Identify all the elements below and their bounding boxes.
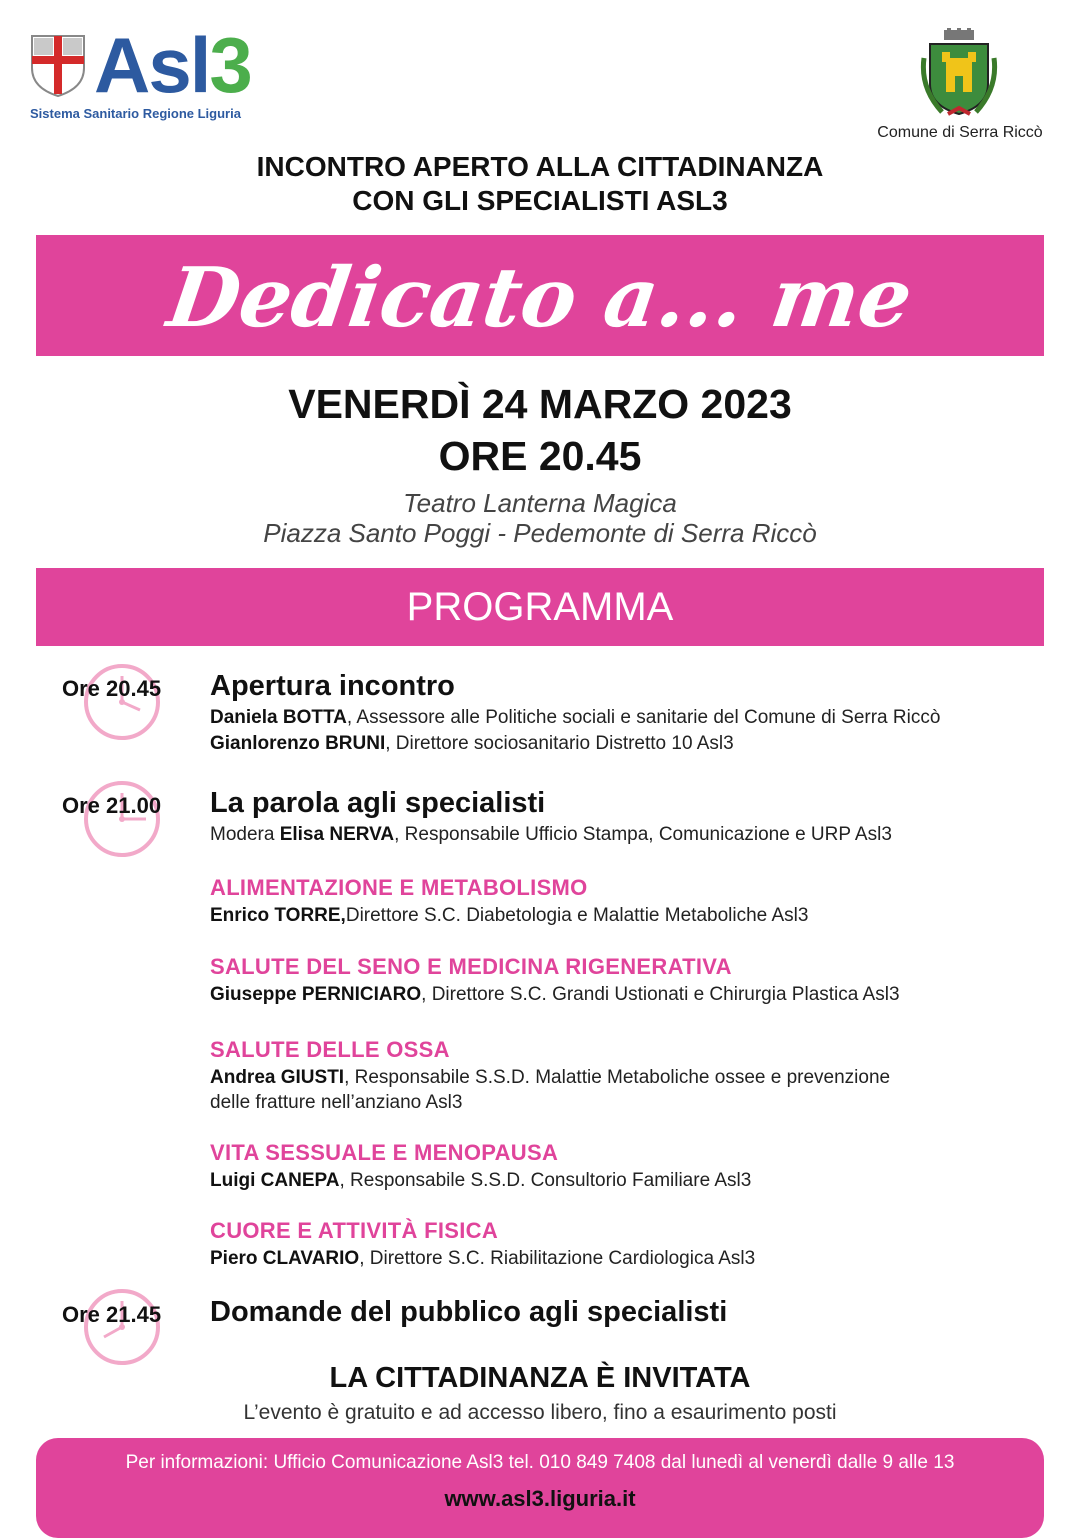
venue-address: Piazza Santo Poggi - Pedemonte di Serra Riccò: [263, 518, 817, 548]
footer-website-link[interactable]: www.asl3.liguria.it: [444, 1486, 636, 1511]
speaker-role: , Responsabile S.S.D. Malattie Metaboliche ossee e prevenzione: [344, 1067, 891, 1088]
speaker-role: , Direttore S.C. Riabilitazione Cardiologica Asl3: [359, 1248, 756, 1269]
moderator-name: Elisa NERVA: [279, 824, 395, 845]
speaker-line: [210, 705, 940, 730]
speaker-name: Piero CLAVARIO: [210, 1248, 360, 1269]
speaker-line: [210, 982, 900, 1007]
moderator-prefix: Modera: [210, 824, 280, 845]
slot-title: La parola agli specialisti: [210, 787, 546, 819]
clock-icon: [82, 779, 162, 859]
headline-line-1: INCONTRO APERTO ALLA CITTADINANZA: [256, 151, 824, 182]
moderator-line: [210, 822, 892, 847]
invite-subtext: L’evento è gratuito e ad accesso libero, fino a esaurimento posti: [243, 1401, 837, 1424]
speaker-role: Direttore S.C. Diabetologia e Malattie Metaboliche Asl3: [345, 905, 809, 926]
speaker-name: Gianlorenzo BRUNI: [210, 733, 386, 754]
program-label: PROGRAMMA: [406, 585, 674, 629]
topic-title: ALIMENTAZIONE E METABOLISMO: [210, 875, 588, 900]
headline: [0, 150, 1080, 218]
topic-title: SALUTE DELLE OSSA: [210, 1037, 450, 1062]
headline-line-2: CON GLI SPECIALISTI ASL3: [352, 185, 728, 216]
speaker-line: [210, 1246, 755, 1271]
event-datetime: [0, 378, 1080, 482]
slot-title: Domande del pubblico agli specialisti: [210, 1296, 728, 1328]
comune-label: Comune di Serra Riccò: [877, 124, 1043, 141]
speaker-line: [210, 1065, 890, 1090]
liguria-flag-icon: [28, 32, 88, 98]
clock-icon: [82, 662, 162, 742]
slot-time: Ore 21.45: [62, 1302, 162, 1327]
speaker-line: [210, 903, 808, 928]
speaker-name: Luigi CANEPA: [210, 1170, 340, 1191]
topic-title: CUORE E ATTIVITÀ FISICA: [210, 1218, 499, 1243]
speaker-role: , Direttore S.C. Grandi Ustionati e Chirurgia Plastica Asl3: [421, 984, 900, 1005]
speaker-role: , Direttore sociosanitario Distretto 10 Asl3: [385, 733, 734, 754]
asl3-logo: [94, 21, 251, 109]
speaker-line: [210, 731, 734, 756]
event-venue: [0, 488, 1080, 548]
footer-info: Per informazioni: Ufficio Comunicazione Asl3 tel. 010 849 7408 dal lunedì al venerdì dalle 9 alle 13: [125, 1452, 955, 1473]
speaker-role-continued: delle fratture nell’anziano Asl3: [210, 1092, 463, 1113]
event-time: ORE 20.45: [438, 433, 642, 479]
speaker-name: Enrico TORRE,: [210, 905, 346, 926]
topic-title: SALUTE DEL SENO E MEDICINA RIGENERATIVA: [210, 954, 732, 979]
speaker-role: , Responsabile S.S.D. Consultorio Familiare Asl3: [339, 1170, 752, 1191]
event-title: Dedicato a... me: [162, 250, 918, 346]
speaker-line: [210, 1168, 751, 1193]
slot-title: Apertura incontro: [210, 670, 455, 702]
slot-time: Ore 21.00: [62, 793, 162, 818]
speaker-name: Daniela BOTTA: [210, 707, 347, 728]
speaker-name: Giuseppe PERNICIARO: [210, 984, 422, 1005]
topic-title: VITA SESSUALE E MENOPAUSA: [210, 1140, 559, 1165]
event-date: VENERDÌ 24 MARZO 2023: [288, 381, 792, 427]
invite-heading: LA CITTADINANZA È INVITATA: [329, 1362, 751, 1394]
asl-logo-number: 3: [209, 21, 251, 109]
moderator-role: , Responsabile Ufficio Stampa, Comunicazione e URP Asl3: [394, 824, 892, 845]
asl-logo-text: Asl: [94, 21, 210, 109]
slot-time: Ore 20.45: [62, 676, 162, 701]
speaker-name: Andrea GIUSTI: [210, 1067, 345, 1088]
town-crest-icon: [918, 28, 1000, 120]
speaker-role: , Assessore alle Politiche sociali e sanitarie del Comune di Serra Riccò: [346, 707, 941, 728]
asl-subtitle: Sistema Sanitario Regione Liguria: [30, 106, 241, 121]
venue-name: Teatro Lanterna Magica: [403, 488, 677, 518]
